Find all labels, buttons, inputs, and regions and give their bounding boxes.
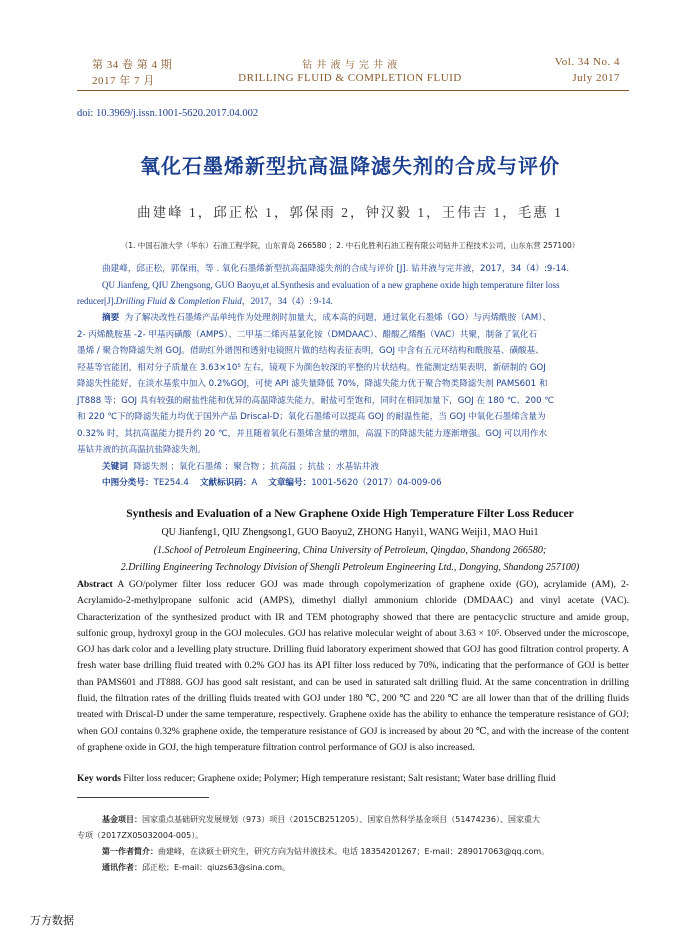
abstract-cn-line: 摘要 为了解决改性石墨烯产品单纯作为处理剂时加量大，成本高的问题，通过氧化石墨烯（GO）与丙烯酰胺（AM）、 xyxy=(102,313,551,323)
abstract-cn xyxy=(77,310,633,492)
keywords-en-text: Filter loss reducer; Graphene oxide; Polymer; High temperature resistant; Salt resistant; Water base drilling fluid xyxy=(123,773,556,784)
footnote-rule xyxy=(77,797,209,798)
volume-issue-cn: 第 34 卷 第 4 期 xyxy=(92,59,173,71)
abstract-cn-line: 0.32% 时，其抗高温能力提升约 20 ℃，并且随着氧化石墨烯含量的增加，高温下的降滤失能力逐渐增强。GOJ 可以用作水 xyxy=(77,428,548,439)
affiliation-en-1: (1.School of Petroleum Engineering, China University of Petroleum, Qingdao, Shandong 266580; xyxy=(153,545,547,556)
funding-line-2: 专项（2017ZX05032004-005）。 xyxy=(77,831,204,840)
abstract-en-label: Abstract xyxy=(77,579,113,590)
citation-en-line2 xyxy=(77,294,629,309)
date-en: July 2017 xyxy=(572,72,620,84)
volume-issue-en: Vol. 34 No. 4 xyxy=(554,56,620,68)
abstract-cn-line: 降滤失性能好，在淡水基浆中加入 0.2%GOJ，可使 API 滤失量降低 70%，降滤失能力优于聚合物类降滤失剂 PAMS601 和 xyxy=(77,379,548,389)
affiliation-en-2: 2.Drilling Engineering Technology Division of Shengli Petroleum Engineering Ltd., Dongying, Shandong 257100) xyxy=(120,562,580,573)
citation-cn: 曲建峰，邱正松，郭保雨，等 . 氧化石墨烯新型抗高温降滤失剂的合成与评价 [J]. 钻井液与完井液，2017，34（4）:9-14. xyxy=(102,264,570,274)
page-title: 氧化石墨烯新型抗高温降滤失剂的合成与评价 xyxy=(140,154,560,178)
funding-line: 基金项目：国家重点基础研究发展规划（973）项目（2015CB251205）、国家自然科学基金项目（51474236）、国家重大 xyxy=(102,815,540,824)
abstract-cn-line: 2- 丙烯酰胺基 -2- 甲基丙磺酸（AMPS）、二甲基二烯丙基氯化铵（DMDAAC）、醋酸乙烯酯（VAC）共聚，制备了氧化石 xyxy=(77,329,538,340)
first-author-line: 第一作者简介：曲建峰，在读硕士研究生，研究方向为钻井液技术。电话 18354201267；E-mail：289017063@qq.com。 xyxy=(102,847,550,856)
abstract-cn-line: 墨烯 / 聚合物降滤失剂 GOJ。借助红外谱图和透射电镜照片做的结构表征表明，GOJ 中含有五元环结构和酰胺基、磺酸基、 xyxy=(77,346,544,356)
journal-name-cn: 钻 井 液 与 完 井 液 xyxy=(302,60,398,71)
abstract-cn-line: 羟基等官能团，相对分子质量在 3.63×10⁵ 左右，镜观下为颜色较深的平整的片状结构。性能测定结果表明，新研制的 GOJ xyxy=(77,362,546,373)
authors-cn: 曲建峰 1，邱正松 1，郭保雨 2，钟汉毅 1，王伟吉 1，毛惠 1 xyxy=(137,205,563,220)
abstract-cn-label: 摘要 xyxy=(102,313,120,323)
title-en: Synthesis and Evaluation of a New Graphene Oxide High Temperature Filter Loss Reducer xyxy=(126,508,574,520)
keywords-cn-label: 关键词 xyxy=(102,461,128,472)
keywords-cn-text: 降滤失剂 ；氧化石墨烯 ；聚合物 ；抗高温 ；抗盐 ；水基钻井液 xyxy=(133,461,379,472)
keywords-en-label: Key words xyxy=(77,773,121,784)
citation-journal: Drilling Fluid & Completion Fluid xyxy=(115,296,242,306)
watermark: 万方数据 xyxy=(30,914,74,927)
doi[interactable]: doi: 10.3969/j.issn.1001-5620.2017.04.002 xyxy=(77,108,259,119)
header-rule xyxy=(77,90,629,91)
abstract-en-text: A GO/polymer filter loss reducer GOJ was made through copolymerization of graphene oxide (GO), acrylamide (AM), 2-Acrylamido-2-methylpropane sulfonic acid (AMPS), dimethyl diallyl ammonium chloride (DMDAAC) and vinyl acetate (VAC). Characterization of the synthesized product with IR and TEM photography showed that there are pentacyclic structure and amide group, sulfonic group, hydroxyl group in the GOJ molecules. GOJ has relative molecular weight of about 3.63 × 10⁵. Observed under the microscope, GOJ has dark color and a levelling platy structure. Drilling fluid laboratory experiment showed that GOJ has good filtration control property. A fresh water base drilling fluid treated with 0.2% GOJ has its API filter loss reduced by 70%, indicating that the performance of GOJ is better than PAMS601 and JT888. GOJ has good salt resistant, and can be used in saturated salt drilling fluid. At the same concentration in drilling fluid, the filtration rates of the drilling fluids treated with GOJ under 180 ℃, 200 ℃ and 220 ℃ are all lower than that of the drilling fluids treated with Driscal-D under the same temperature, respectively. Graphene oxide has the ability to enhance the temperature resistance of GOJ; when GOJ contains 0.32% graphene oxide, the temperature resistance of GOJ is increased by about 20 ℃, and with the increase of the content of graphene oxide in GOJ, the high temperature filtration control performance of GOJ is also increased. xyxy=(77,579,630,753)
citation-en-prefix: reducer[J]. xyxy=(77,296,116,306)
abstract-en xyxy=(77,577,629,756)
citation-en-suffix: ，2017，34（4）: 9-14. xyxy=(241,296,333,306)
footnotes xyxy=(77,812,629,876)
keywords-en xyxy=(77,771,629,787)
classification: 中图分类号：TE254.4 文献标识码：A 文章编号：1001-5620（2017）04-009-06 xyxy=(102,478,442,488)
abstract-cn-line: 基钻井液的抗高温抗盐降滤失剂。 xyxy=(77,445,206,455)
authors-en: QU Jianfeng1, QIU Zhengsong1, GUO Baoyu2, ZHONG Hanyi1, WANG Weiji1, MAO Hui1 xyxy=(161,527,539,538)
date-cn: 2017 年 7 月 xyxy=(92,75,155,87)
affiliation-cn: （1. 中国石油大学（华东）石油工程学院，山东青岛 266580 ；2. 中石化胜利石油工程有限公司钻井工程技术公司，山东东营 257100） xyxy=(120,241,580,250)
abstract-cn-line: JT888 等；GOJ 具有较强的耐盐性能和优异的高温降滤失能力，耐盐可至饱和，同时在相同加量下，GOJ 在 180 ℃、200 ℃ xyxy=(77,395,554,406)
abstract-cn-line: 和 220 ℃下的降滤失能力均优于国外产品 Driscal-D；氧化石墨烯可以提高 GOJ 的耐温性能，当 GOJ 中氧化石墨烯含量为 xyxy=(77,412,546,422)
journal-name-en: DRILLING FLUID & COMPLETION FLUID xyxy=(238,72,462,84)
corresponding-author-line: 通讯作者：邱正松；E-mail：qiuzs63@sina.com。 xyxy=(102,863,290,872)
citation-en-line1: QU Jianfeng, QIU Zhengsong, GUO Baoyu,et al.Synthesis and evaluation of a new graphene oxide high temperature filter loss xyxy=(102,280,560,290)
keywords-cn xyxy=(77,459,633,476)
